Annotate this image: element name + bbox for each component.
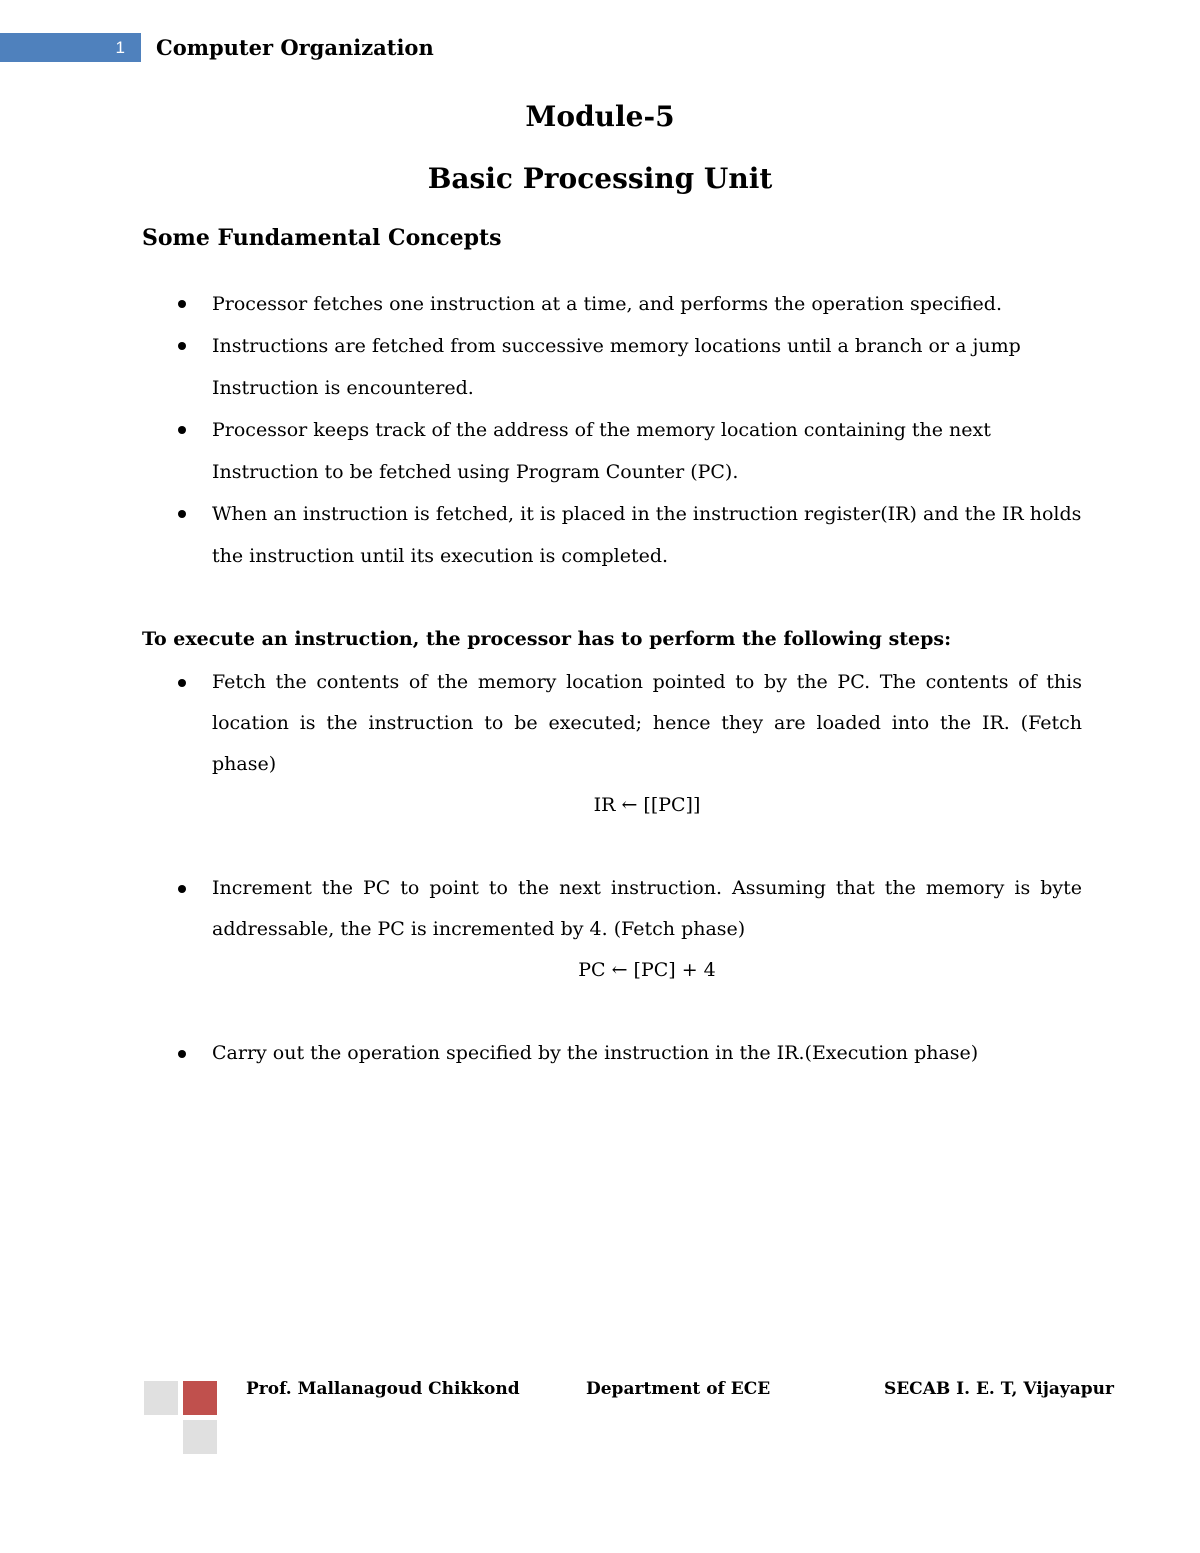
bullet-icon <box>178 342 186 350</box>
list-item <box>0 868 1082 991</box>
footer-department: Department of ECE <box>586 1379 771 1399</box>
section-heading: Some Fundamental Concepts <box>142 225 502 251</box>
steps-list <box>0 662 1200 1074</box>
concept-text: Processor keeps track of the address of the memory location containing the next Instruction to be fetched using Program Counter (PC). <box>212 419 991 483</box>
list-item <box>0 409 1087 493</box>
concept-text: Processor fetches one instruction at a time, and performs the operation specified. <box>212 293 1002 315</box>
list-item <box>0 1033 1082 1074</box>
steps-heading: To execute an instruction, the processor has to perform the following steps: <box>142 628 952 650</box>
list-item <box>0 493 1087 577</box>
step-formula: IR ← [[PC]] <box>593 794 701 816</box>
concepts-list <box>0 283 1200 577</box>
footer-institution: SECAB I. E. T, Vijayapur <box>883 1379 1114 1399</box>
bullet-icon <box>178 510 186 518</box>
step-formula: PC ← [PC] + 4 <box>578 959 716 981</box>
header-title: Computer Organization <box>156 35 434 60</box>
footer-author: Prof. Mallanagoud Chikkond <box>246 1379 520 1399</box>
footer-decoration-square <box>144 1381 178 1415</box>
page-number: 1 <box>115 38 125 57</box>
footer-decoration-square <box>183 1381 217 1415</box>
unit-title: Basic Processing Unit <box>427 162 773 195</box>
concept-text: When an instruction is fetched, it is placed in the instruction register(IR) and the IR holds the instruction until its execution is completed. <box>212 503 1082 567</box>
concept-text: Instructions are fetched from successive memory locations until a branch or a jump Instruction is encountered. <box>212 335 1021 399</box>
list-item <box>0 325 1087 409</box>
bullet-icon <box>178 885 186 893</box>
module-title: Module-5 <box>525 100 675 133</box>
step-text: Increment the PC to point to the next instruction. Assuming that the memory is byte addressable, the PC is incremented by 4. (Fetch phase) <box>212 877 1082 940</box>
step-text: Fetch the contents of the memory location pointed to by the PC. The contents of this location is the instruction to be executed; hence they are loaded into the IR. (Fetch phase) <box>212 671 1082 775</box>
list-item <box>0 662 1082 826</box>
bullet-icon <box>178 300 186 308</box>
bullet-icon <box>178 679 186 687</box>
step-text: Carry out the operation specified by the instruction in the IR.(Execution phase) <box>212 1042 979 1064</box>
bullet-icon <box>178 426 186 434</box>
list-item <box>0 283 1087 325</box>
bullet-icon <box>178 1050 186 1058</box>
footer-decoration-square <box>183 1420 217 1454</box>
